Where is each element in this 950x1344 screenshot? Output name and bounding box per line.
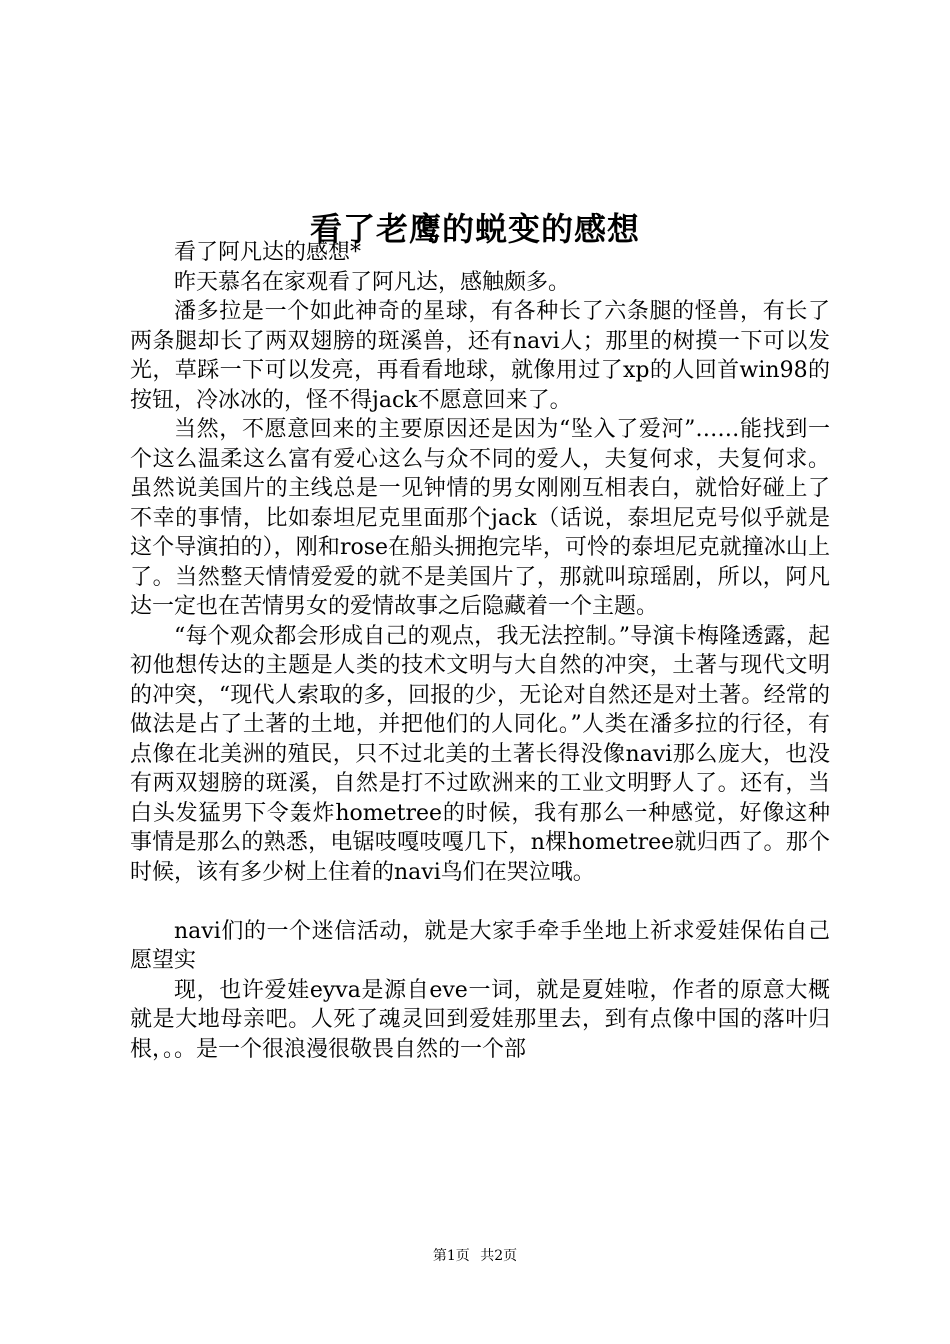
paragraph-6: navi们的一个迷信活动，就是大家手牵手坐地上祈求爱娃保佑自己愿望实	[130, 918, 830, 973]
paragraph-1: 看了阿凡达的感想*	[174, 240, 362, 265]
paragraph-5: “每个观众都会形成自己的观点，我无法控制。”导演卡梅隆透露，起初他想传达的主题是人类的技术文明与大自然的冲突，土著与现代文明的冲突，“现代人索取的多，回报的少，无论对自然还是对土著。经常的做法是占了土著的土地，并把他们的人同化。”人类在潘多拉的行径，有点像在北美洲的殖民，只不过北美的土著长得没像navi那么庞大，也没有两双翅膀的斑溪，自然是打不过欧洲来的工业文明野人了。还有，当白头发猛男下令轰炸hometree的时候，我有那么一种感觉，好像这种事情是那么的熟悉，电锯吱嘎吱嘎几下，n棵hometree就归西了。那个时候，该有多少树上住着的navi鸟们在哭泣哦。	[130, 623, 830, 885]
paragraph-7: 现，也许爱娃eyva是源自eve一词，就是夏娃啦，作者的原意大概就是大地母亲吧。人死了魂灵回到爱娃那里去，到有点像中国的落叶归根，。。是一个很浪漫很敬畏自然的一个部	[130, 977, 830, 1062]
document-body	[130, 238, 830, 1064]
page-number: 第1页	[432, 1248, 470, 1264]
page-total: 共2页	[480, 1248, 518, 1264]
paragraph-3: 潘多拉是一个如此神奇的星球，有各种长了六条腿的怪兽，有长了两条腿却长了两双翅膀的斑溪兽，还有navi人；那里的树摸一下可以发光，草踩一下可以发亮，再看看地球，就像用过了xp的人回首win98的按钮，冷冰冰的，怪不得jack不愿意回来了。	[130, 299, 830, 413]
page-footer	[0, 1246, 950, 1266]
paragraph-2: 昨天慕名在家观看了阿凡达，感触颇多。	[174, 269, 571, 295]
paragraph-4: 当然，不愿意回来的主要原因还是因为“坠入了爱河”……能找到一个这么温柔这么富有爱心这么与众不同的爱人，夫复何求，夫复何求。虽然说美国片的主线总是一见钟情的男女刚刚互相表白，就恰好碰上了不幸的事情，比如泰坦尼克里面那个jack（话说，泰坦尼克号似乎就是这个导演拍的），刚和rose在船头拥抱完毕，可怜的泰坦尼克就撞冰山上了。当然整天情情爱爱的就不是美国片了，那就叫琼瑶剧，所以，阿凡达一定也在苦情男女的爱情故事之后隐藏着一个主题。	[130, 417, 830, 619]
document-title: 看了老鹰的蜕变的感想	[309, 210, 640, 249]
